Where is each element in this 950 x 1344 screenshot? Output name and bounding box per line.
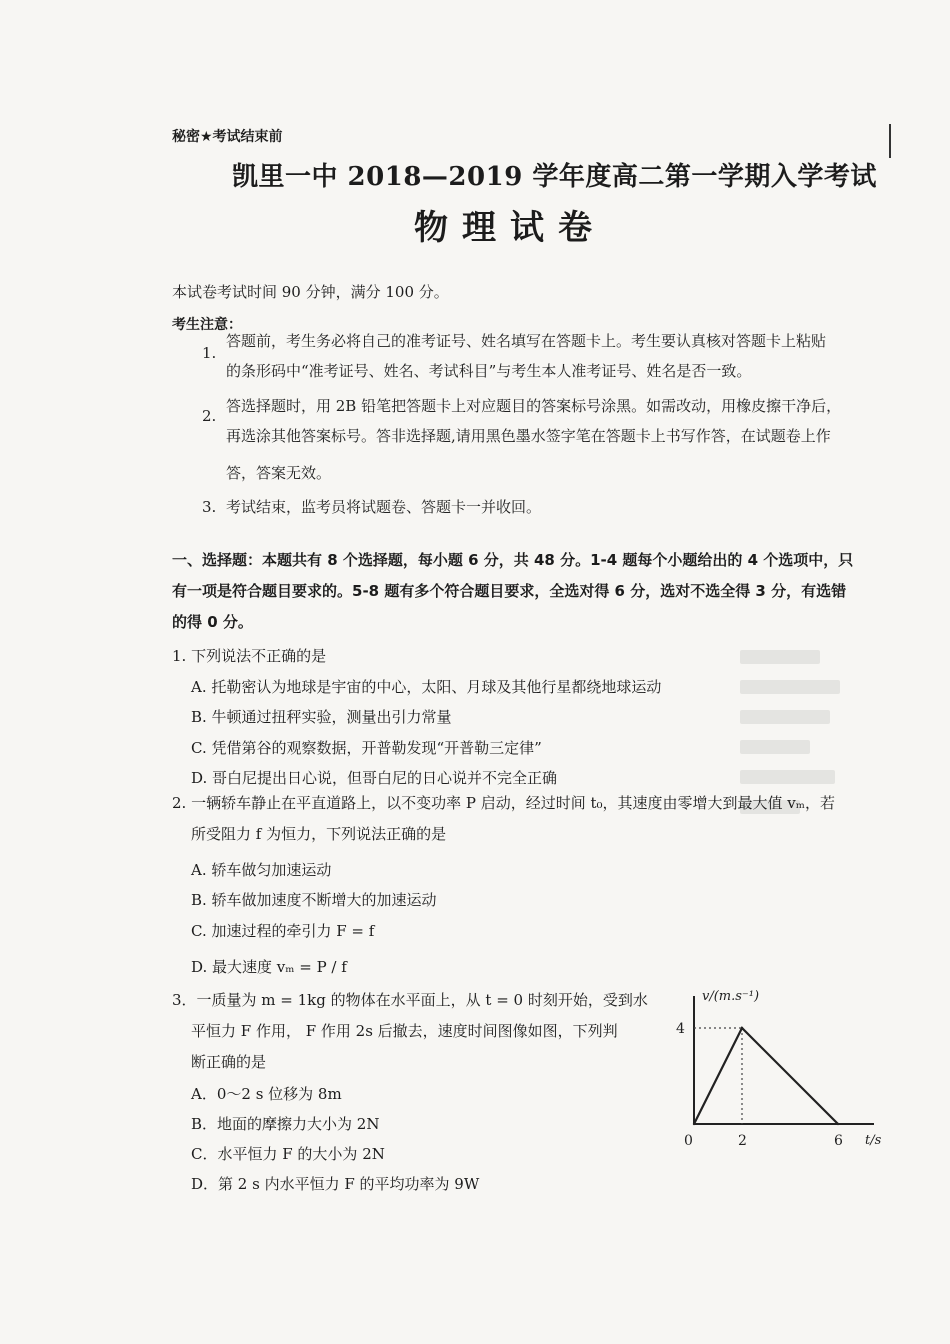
- section-heading-line: 一、选择题：本题共有 8 个选择题，每小题 6 分，共 48 分。1-4 题每个小题给出的 4 个选项中，只: [172, 551, 854, 569]
- notice-item-number: 3.: [202, 498, 217, 516]
- notice-item-line: 答选择题时，用 2B 铅笔把答题卡上对应题目的答案标号涂黑。如需改动，用橡皮擦干净后，: [226, 397, 842, 415]
- question-2-option: B. 轿车做加速度不断增大的加速运动: [191, 891, 437, 909]
- question-2-option: D. 最大速度 vₘ = P / f: [191, 958, 347, 976]
- exam-intro: 本试卷考试时间 90 分钟，满分 100 分。: [172, 283, 449, 301]
- question-1-option: B. 牛顿通过扭秤实验，测量出引力常量: [191, 708, 452, 726]
- velocity-time-graph: [664, 982, 894, 1152]
- exam-subtitle: 物理试卷: [414, 208, 606, 248]
- question-1-option: A. 托勒密认为地球是宇宙的中心，太阳、月球及其他行星都绕地球运动: [191, 678, 662, 696]
- data-point: [837, 1123, 839, 1125]
- scan-edge-mark: [889, 124, 891, 158]
- secret-label: 秘密★考试结束前: [172, 129, 283, 145]
- question-2-stem-line: 所受阻力 f 为恒力，下列说法正确的是: [191, 825, 447, 843]
- notice-item-line: 考试结束，监考员将试题卷、答题卡一并收回。: [226, 498, 542, 516]
- notice-heading: 考生注意：: [172, 317, 242, 333]
- x-tick-label: 6: [834, 1133, 843, 1149]
- notice-item-number: 2.: [202, 407, 217, 425]
- notice-item-line: 再选涂其他答案标号。答非选择题,请用黑色墨水签字笔在答题卡上书写作答，在试题卷上作: [226, 427, 831, 445]
- x-tick-label: 2: [738, 1133, 747, 1149]
- question-1-stem: 1. 下列说法不正确的是: [172, 647, 327, 665]
- bleed-through-marks: [740, 650, 850, 860]
- question-1-option: C. 凭借第谷的观察数据，开普勒发现“开普勒三定律”: [191, 739, 542, 757]
- question-2-option: A. 轿车做匀加速运动: [191, 861, 332, 879]
- data-point: [741, 1027, 743, 1029]
- question-3-option: D．第 2 s 内水平恒力 F 的平均功率为 9W: [191, 1175, 480, 1193]
- y-axis-label: v/(m.s⁻¹): [702, 989, 760, 1004]
- question-3-option: B．地面的摩擦力大小为 2N: [191, 1115, 380, 1133]
- y-tick-label: 4: [676, 1021, 685, 1037]
- question-3-stem-line: 平恒力 F 作用， F 作用 2s 后撤去，速度时间图像如图，下列判: [191, 1022, 618, 1040]
- data-point: [693, 1123, 695, 1125]
- x-axis-label: t/s: [865, 1133, 882, 1148]
- notice-item-number: 1.: [202, 344, 217, 362]
- question-1-option: D. 哥白尼提出日心说，但哥白尼的日心说并不完全正确: [191, 769, 558, 787]
- velocity-series-line: [694, 1028, 838, 1124]
- question-3-option: A．0～2 s 位移为 8m: [191, 1085, 342, 1103]
- section-heading-line: 的得 0 分。: [172, 613, 253, 631]
- notice-item-line: 答，答案无效。: [226, 464, 332, 482]
- section-heading-line: 有一项是符合题目要求的。5-8 题有多个符合题目要求，全选对得 6 分，选对不选全得 3 分，有选错: [172, 582, 847, 600]
- question-3-stem-line: 断正确的是: [191, 1053, 267, 1071]
- question-3-option: C．水平恒力 F 的大小为 2N: [191, 1145, 385, 1163]
- exam-title: 凯里一中 2018—2019 学年度高二第一学期入学考试: [232, 162, 877, 192]
- question-3-stem-line: 3．一质量为 m = 1kg 的物体在水平面上，从 t = 0 时刻开始，受到水: [172, 991, 648, 1009]
- question-2-option: C. 加速过程的牵引力 F = f: [191, 922, 375, 940]
- notice-item-line: 答题前，考生务必将自己的准考证号、姓名填写在答题卡上。考生要认真核对答题卡上粘贴: [226, 332, 827, 350]
- x-tick-label: 0: [684, 1133, 693, 1149]
- notice-item-line: 的条形码中“准考证号、姓名、考试科目”与考生本人准考证号、姓名是否一致。: [226, 362, 752, 380]
- question-2-stem-line: 2. 一辆轿车静止在平直道路上，以不变功率 P 启动，经过时间 t₀，其速度由零增大到最大值 vₘ，若: [172, 794, 835, 812]
